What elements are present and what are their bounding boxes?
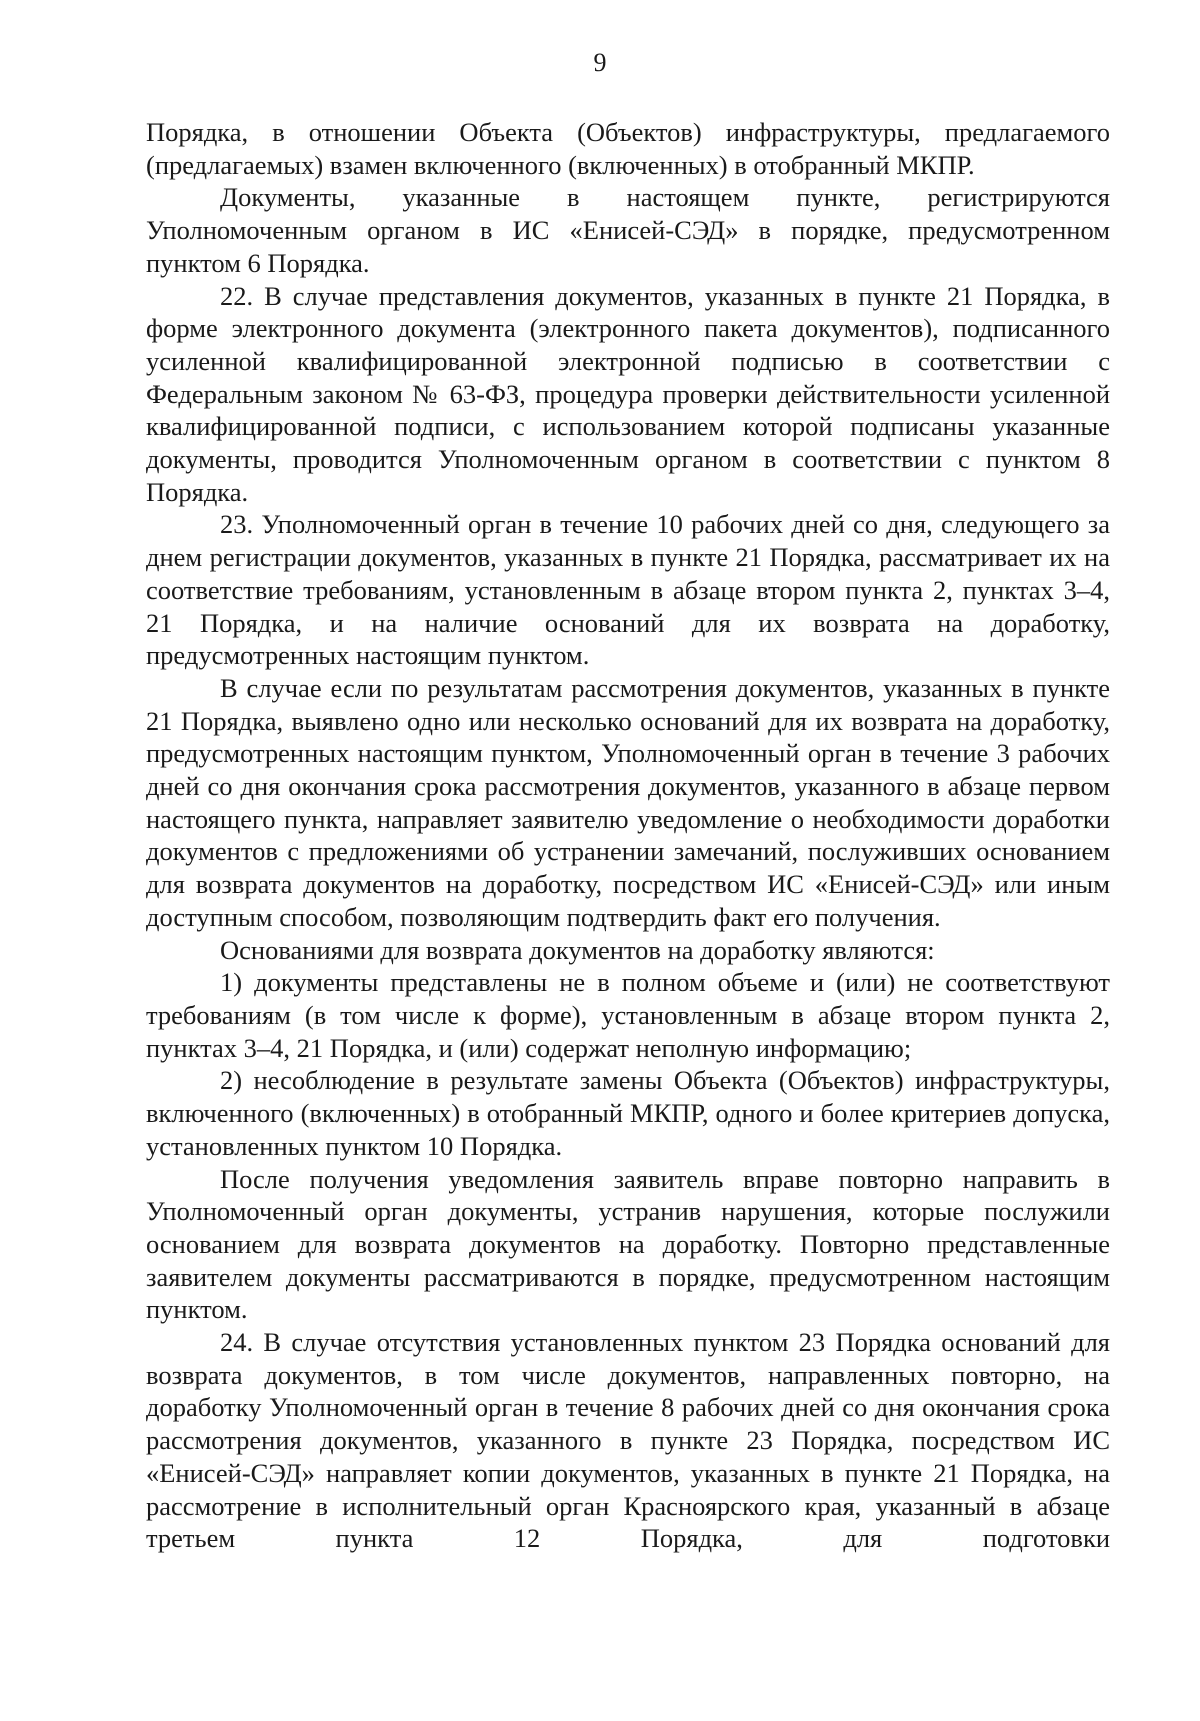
paragraph-ground-2: 2) несоблюдение в результате замены Объекта (Объектов) инфраструктуры, включенного (включенных) в отобранный МКПР, одного и более критериев допуска, установленных пунктом 10 Порядка. (146, 1065, 1110, 1161)
document-body (146, 116, 1110, 1555)
paragraph-resubmission: После получения уведомления заявитель вправе повторно направить в Уполномоченный орган документы, устранив нарушения, которые послужили основанием для возврата документов на доработку. Повторно представленные заявителем документы рассматриваются в порядке, предусмотренном настоящим пунктом. (146, 1163, 1110, 1325)
paragraph-item-23: 23. Уполномоченный орган в течение 10 рабочих дней со дня, следующего за днем регистрации документов, указанных в пункте 21 Порядка, рассматривает их на соответствие требованиям, установленным в абзаце втором пункта 2, пунктах 3–4, 21 Порядка, и на наличие оснований для их возврата на доработку, предусмотренных настоящим пунктом. (146, 509, 1110, 671)
paragraph-item-22: 22. В случае представления документов, указанных в пункте 21 Порядка, в форме электронного документа (электронного пакета документов), подписанного усиленной квалифицированной электронной подписью в соответствии с Федеральным законом № 63-ФЗ, процедура проверки действительности усиленной квалифицированной подписи, с использованием которой подписаны указанные документы, проводится Уполномоченным органом в соответствии с пунктом 8 Порядка. (146, 280, 1110, 507)
paragraph-continuation: Порядка, в отношении Объекта (Объектов) инфраструктуры, предлагаемого (предлагаемых) взамен включенного (включенных) в отобранный МКПР. (146, 117, 1110, 180)
paragraph-grounds-intro: Основаниями для возврата документов на доработку являются: (220, 934, 935, 965)
paragraph-ground-1: 1) документы представлены не в полном объеме и (или) не соответствуют требованиям (в том числе к форме), установленным в абзаце втором пункта 2, пунктах 3–4, 21 Порядка, и (или) содержат неполную информацию; (146, 967, 1110, 1063)
paragraph-item-24: 24. В случае отсутствия установленных пунктом 23 Порядка оснований для возврата документов, в том числе документов, направленных повторно, на доработку Уполномоченный орган в течение 8 рабочих дней со дня окончания срока рассмотрения документов, указанного в пункте 23 Порядка, посредством ИС «Енисей-СЭД» направляет копии документов, указанных в пункте 21 Порядка, на рассмотрение в исполнительный орган Красноярского края, указанный в абзаце третьем пункта 12 Порядка, для подготовки (146, 1327, 1110, 1554)
page-number: 9 (593, 48, 607, 77)
paragraph-return-case: В случае если по результатам рассмотрения документов, указанных в пункте 21 Порядка, выявлено одно или несколько оснований для их возврата на доработку, предусмотренных настоящим пунктом, Уполномоченный орган в течение 3 рабочих дней со дня окончания срока рассмотрения документов, указанного в абзаце первом настоящего пункта, направляет заявителю уведомление о необходимости доработки документов с предложениями об устранении замечаний, послуживших основанием для возврата документов на доработку, посредством ИС «Енисей-СЭД» или иным доступным способом, позволяющим подтвердить факт его получения. (146, 672, 1110, 932)
paragraph-registration: Документы, указанные в настоящем пункте, регистрируются Уполномоченным органом в ИС «Енисей-СЭД» в порядке, предусмотренном пунктом 6 Порядка. (146, 182, 1110, 278)
